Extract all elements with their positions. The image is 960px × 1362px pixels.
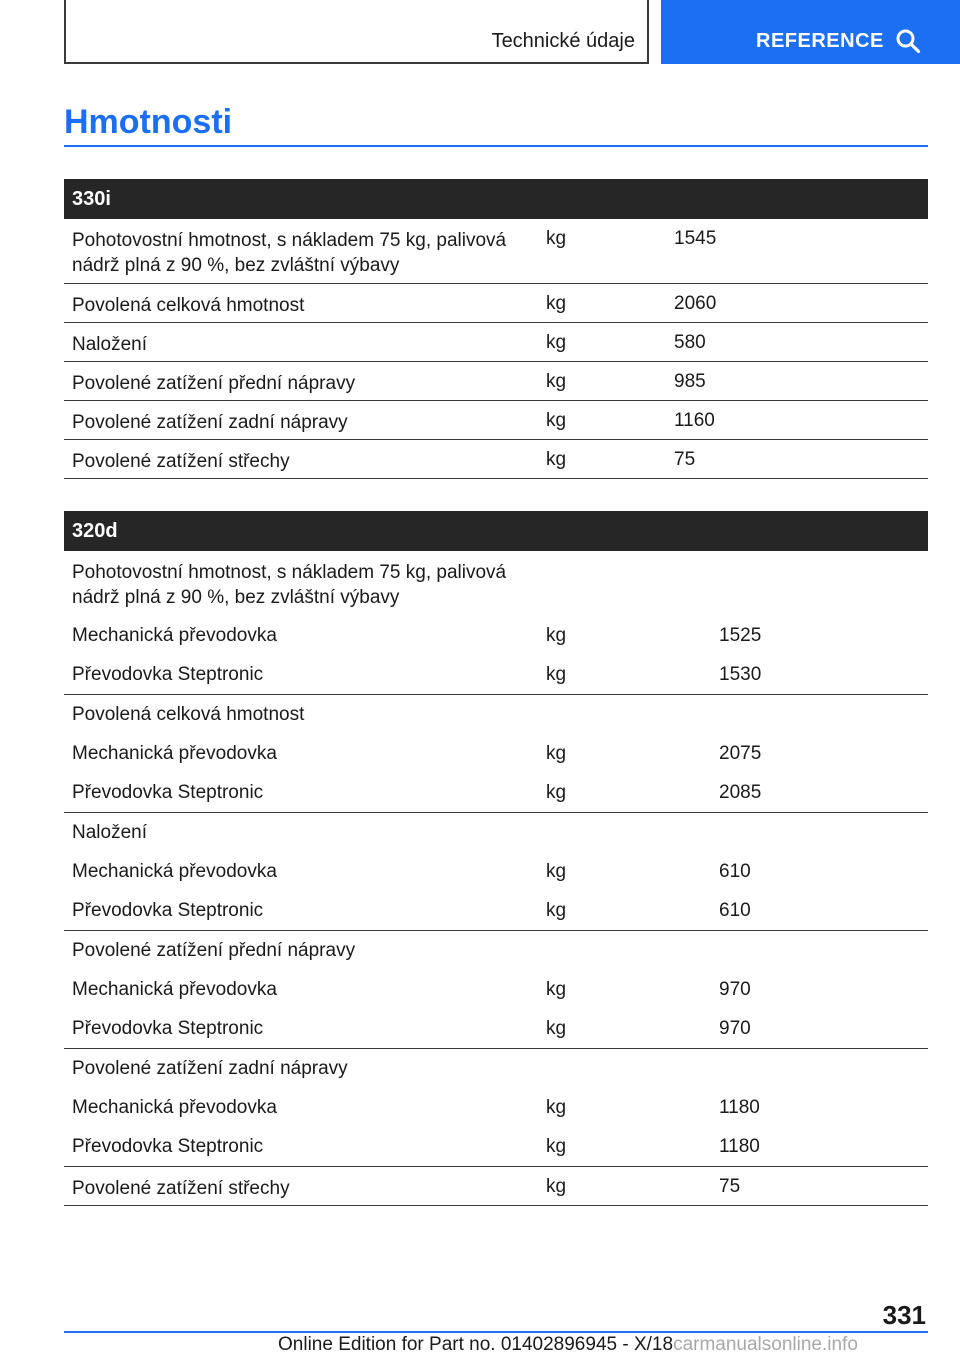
row-label: Převodovka Steptronic	[72, 900, 264, 921]
row-label: Povolené zatížení střechy	[72, 451, 290, 472]
row-label: Mechanická převodovka	[72, 861, 277, 882]
reference-label[interactable]: REFERENCE	[756, 30, 884, 52]
row-value: 2060	[674, 293, 717, 314]
row-unit: kg	[546, 371, 567, 392]
row-label: Mechanická převodovka	[72, 1097, 277, 1118]
footer-watermark: carmanualsonline.info	[673, 1334, 858, 1355]
weights-table-320d	[64, 511, 928, 1206]
row-value: 1525	[719, 625, 762, 646]
group-title: Naložení	[72, 822, 147, 843]
group-title: Povolená celková hmotnost	[72, 704, 305, 725]
group-title: Povolené zatížení přední nápravy	[72, 940, 356, 961]
row-value: 2075	[719, 743, 762, 764]
table-row	[64, 1009, 928, 1048]
table-row	[64, 970, 928, 1009]
table-group	[64, 551, 928, 695]
table-row	[64, 1088, 928, 1127]
row-unit: kg	[546, 782, 567, 803]
row-label: Mechanická převodovka	[72, 979, 277, 1000]
table-header: 330i	[64, 179, 928, 219]
row-unit: kg	[546, 900, 567, 921]
row-label: Převodovka Steptronic	[72, 664, 264, 685]
table-group	[64, 931, 928, 1049]
row-unit: kg	[546, 979, 567, 1000]
row-label: Povolené zatížení zadní nápravy	[72, 412, 348, 433]
table-row	[64, 284, 928, 323]
reference-tab[interactable]	[661, 0, 960, 64]
table-row	[64, 1167, 928, 1206]
group-title-row	[64, 813, 928, 852]
row-value: 970	[719, 979, 751, 1000]
row-label: Povolené zatížení střechy	[72, 1178, 290, 1199]
row-unit: kg	[546, 332, 567, 353]
search-icon[interactable]	[895, 28, 921, 54]
table-header: 320d	[64, 511, 928, 551]
row-unit: kg	[546, 228, 567, 249]
table-row	[64, 852, 928, 891]
page-number: 331	[882, 1300, 926, 1330]
group-title: Povolené zatížení zadní nápravy	[72, 1058, 348, 1079]
table-row	[64, 440, 928, 479]
row-label: Povolená celková hmotnost	[72, 295, 305, 316]
row-label: Mechanická převodovka	[72, 625, 277, 646]
row-label: Naložení	[72, 334, 147, 355]
table-row	[64, 401, 928, 440]
header-breadcrumb-box	[64, 0, 649, 64]
footer-edition-text: Online Edition for Part no. 01402896945 - X/18	[278, 1334, 674, 1355]
row-value: 610	[719, 861, 751, 882]
table-row	[64, 773, 928, 812]
row-value: 2085	[719, 782, 762, 803]
table-row	[64, 655, 928, 694]
row-unit: kg	[546, 449, 567, 470]
breadcrumb[interactable]: Technické údaje	[491, 30, 635, 52]
table-row	[64, 734, 928, 773]
row-unit: kg	[546, 1018, 567, 1039]
row-unit: kg	[546, 625, 567, 646]
row-label: Povolené zatížení přední nápravy	[72, 373, 356, 394]
table-group	[64, 813, 928, 931]
group-title-row	[64, 551, 928, 616]
table-row	[64, 362, 928, 401]
row-value: 610	[719, 900, 751, 921]
footer	[278, 1334, 858, 1356]
group-title-row	[64, 931, 928, 970]
row-value: 1180	[719, 1097, 760, 1118]
group-title-row	[64, 1049, 928, 1088]
weights-table-330i	[64, 179, 928, 479]
table-row	[64, 219, 928, 284]
row-unit: kg	[546, 861, 567, 882]
row-value: 970	[719, 1018, 751, 1039]
row-unit: kg	[546, 664, 567, 685]
row-label: Převodovka Steptronic	[72, 782, 264, 803]
row-value: 580	[674, 332, 706, 353]
row-value: 1180	[719, 1136, 760, 1157]
row-value: 75	[674, 449, 696, 470]
row-unit: kg	[546, 293, 567, 314]
table-group	[64, 1049, 928, 1167]
row-value: 1160	[674, 410, 715, 431]
row-unit: kg	[546, 1176, 567, 1197]
row-label: Mechanická převodovka	[72, 743, 277, 764]
group-title: Pohotovostní hmotnost, s nákladem 75 kg, palivová nádrž plná z 90 %, bez zvláštní výbavy	[72, 562, 507, 608]
footer-divider	[64, 1331, 928, 1333]
row-value: 985	[674, 371, 706, 392]
table-row	[64, 1127, 928, 1166]
table-row	[64, 616, 928, 655]
row-value: 75	[719, 1176, 741, 1197]
row-unit: kg	[546, 410, 567, 431]
page-title: Hmotnosti	[64, 103, 233, 141]
title-divider	[64, 145, 928, 147]
row-value: 1530	[719, 664, 762, 685]
table-group	[64, 695, 928, 813]
row-unit: kg	[546, 1136, 567, 1157]
row-unit: kg	[546, 743, 567, 764]
row-unit: kg	[546, 1097, 567, 1118]
row-value: 1545	[674, 228, 717, 249]
table-row	[64, 323, 928, 362]
table-row	[64, 891, 928, 930]
row-label: Převodovka Steptronic	[72, 1136, 264, 1157]
group-title-row	[64, 695, 928, 734]
row-label: Převodovka Steptronic	[72, 1018, 264, 1039]
row-label: Pohotovostní hmotnost, s nákladem 75 kg, palivová nádrž plná z 90 %, bez zvláštní výbavy	[72, 230, 507, 276]
